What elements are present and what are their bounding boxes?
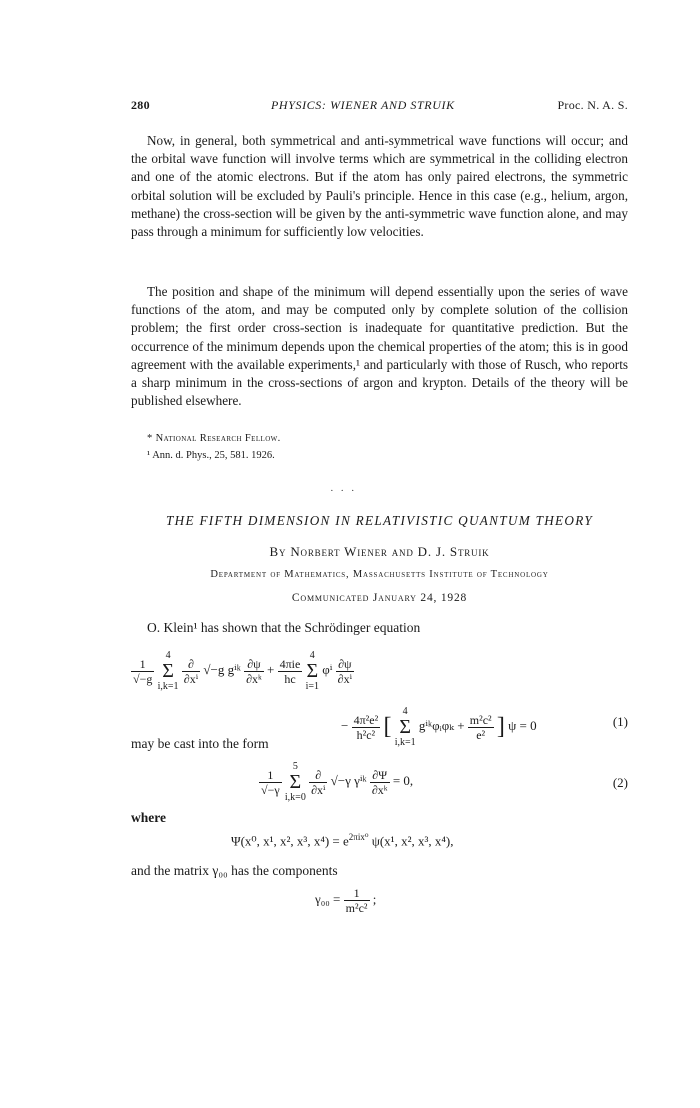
equation-connector-2: and the matrix γ₀₀ has the components xyxy=(131,863,338,878)
page-header xyxy=(131,98,628,118)
footnote-1: * National Research Fellow. xyxy=(147,433,281,444)
eq-body: Ψ(x⁰, x¹, x², x³, $x^4) = e^{2\pi ix^0}$ ψ(x¹, x², x³, x⁴), xyxy=(231,832,454,849)
article-department: Department of Mathematics, Massachusetts Institute of Technology xyxy=(210,569,549,580)
paragraph-text: The position and shape of the minimum will depend essentially upon the series of wave functions of the atom, and may be computed only by complete solution of the collision problem; the first order cross-section is inadequate for quantitative prediction. But the occurrence of the minimum depends upon the chemical properties of the atom; this is in good agreement with the available experiments,¹ and particularly with those of Rusch, who reports a sharp minimum in the cross-sections of argon and krypton. Details of the theory will be published elsewhere. xyxy=(131,284,628,409)
eq-term: φⁱ xyxy=(322,661,333,677)
article-intro: O. Klein¹ has shown that the Schrödinger equation xyxy=(147,620,421,635)
equation-psi-definition xyxy=(131,828,628,854)
running-title: PHYSICS: WIENER AND STRUIK xyxy=(271,98,455,112)
eq-fraction: $\frac{\partial\psi}{\text{∂xᵏ}}$ xyxy=(246,656,262,686)
article-title: THE FIFTH DIMENSION IN RELATIVISTIC QUANTUM THEORY xyxy=(166,513,593,528)
paragraph-text: Now, in general, both symmetrical and anti-symmetrical wave functions will occur; and the orbital wave function will involve terms which are symmetrical in the colliding electron and one of the atomic electrons. But if the atom has only paired electrons, the symmetric orbital solution will be excluded by Pauli's principle. Hence in this case (e.g., helium, argon, methane) the cross-section will be given by the anti-symmetric wave function alone, and may pass through a minimum for sufficiently low velocities. xyxy=(131,133,628,240)
equation-gamma-components xyxy=(131,886,628,920)
equation-connector-where: where xyxy=(131,810,166,825)
eq-summation: 4 Σ i=1 xyxy=(305,650,320,692)
equation-number-1: (1) xyxy=(612,714,628,729)
eq-term: + xyxy=(267,661,278,677)
eq-fraction: $\frac{\partial\psi}{\text{∂xⁱ}}$ xyxy=(337,656,352,686)
eq-fraction: $\frac{\text{4πie}}{hc}$ xyxy=(279,656,301,686)
article-byline: By Norbert Wiener and D. J. Struik xyxy=(269,544,490,559)
page-number: 280 xyxy=(131,98,150,112)
eq-continuation: − $\frac{\text{4π²e²}}{\text{h²c²}}$ [ 4 Σ i,k=1 gⁱᵏφᵢφₖ + $\frac{\text{m²c²}}{\text{e²}}$ ] ψ = 0 xyxy=(341,706,537,748)
equation-1-line-1 xyxy=(131,650,628,710)
eq-summation: 4 Σ i,k=1 xyxy=(157,650,179,692)
section-separator: · · · xyxy=(330,485,357,497)
paragraph-2 xyxy=(131,283,628,410)
equation-connector-1: may be cast into the form xyxy=(131,736,269,751)
equation-2 xyxy=(131,761,628,809)
communicated-date: Communicated January 24, 1928 xyxy=(291,592,468,604)
equation-number-2: (2) xyxy=(612,775,628,790)
paragraph-1 xyxy=(131,132,628,241)
eq-fraction: $\frac{\partial}{\text{∂xⁱ}}$ xyxy=(183,656,199,686)
eq-term: √−g gⁱᵏ xyxy=(203,661,241,677)
footnote-2: ¹ Ann. d. Phys., 25, 581. 1926. xyxy=(147,450,275,461)
eq-fraction: $\frac{1}{√-g}$ xyxy=(133,656,153,686)
journal-abbrev: Proc. N. A. S. xyxy=(557,98,628,112)
eq-body: γ₀₀ = $\frac{1}{\text{m²c²}}$ ; xyxy=(315,886,377,915)
eq-body: $\frac{1}{√-\gamma}$ 5 Σ i,k=0 $\frac{\partial}{\text{∂xⁱ}}$ √−γ γⁱᵏ $\frac{\partial\Psi}{\text{∂xᵏ}}$ = 0, xyxy=(261,761,414,803)
